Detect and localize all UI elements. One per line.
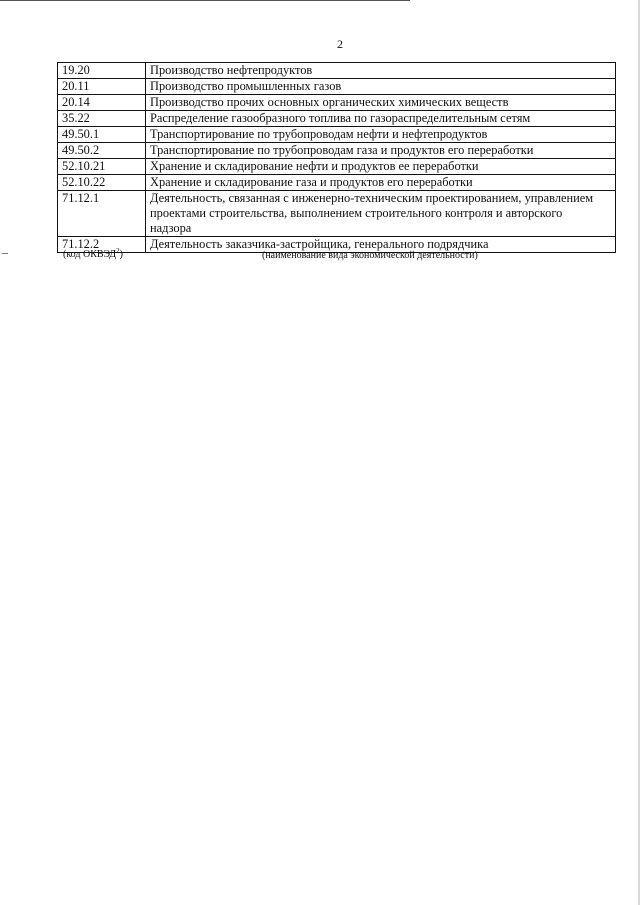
okved-code-cell: 20.14 xyxy=(58,95,146,111)
activity-name-cell: Производство прочих основных органических химических веществ xyxy=(146,95,616,111)
okved-code-cell: 52.10.22 xyxy=(58,175,146,191)
table-row xyxy=(58,63,616,79)
okved-code-cell: 49.50.1 xyxy=(58,127,146,143)
activity-name-cell: Деятельность, связанная с инженерно-техническим проектированием, управлением проектами строительства, выполнением строительного контроля и авторского надзора xyxy=(146,191,616,237)
activity-name-cell: Хранение и складирование газа и продуктов его переработки xyxy=(146,175,616,191)
table-row xyxy=(58,143,616,159)
table-row xyxy=(58,127,616,143)
page-number: 2 xyxy=(337,37,343,51)
okved-code-caption xyxy=(63,249,123,261)
top-border-line xyxy=(0,0,410,1)
okved-code-caption-close: ) xyxy=(119,249,123,260)
activity-name-cell: Транспортирование по трубопроводам газа и продуктов его переработки xyxy=(146,143,616,159)
activity-name-cell: Производство нефтепродуктов xyxy=(146,63,616,79)
okved-code-cell: 71.12.1 xyxy=(58,191,146,237)
activity-name-cell: Производство промышленных газов xyxy=(146,79,616,95)
activity-name-cell: Деятельность заказчика-застройщика, генерального подрядчика xyxy=(146,237,616,253)
table-row xyxy=(58,95,616,111)
table-row xyxy=(58,159,616,175)
okved-code-caption-text: (код ОКВЭД xyxy=(63,249,117,260)
table-row xyxy=(58,191,616,237)
activity-name-cell: Транспортирование по трубопроводам нефти и нефтепродуктов xyxy=(146,127,616,143)
okved-code-cell: 20.11 xyxy=(58,79,146,95)
activity-name-cell: Хранение и складирование нефти и продуктов ее переработки xyxy=(146,159,616,175)
okved-code-cell: 49.50.2 xyxy=(58,143,146,159)
okved-table-body xyxy=(58,63,616,253)
margin-tick-mark xyxy=(2,253,8,254)
okved-code-cell: 19.20 xyxy=(58,63,146,79)
okved-code-cell: 52.10.21 xyxy=(58,159,146,175)
table-row xyxy=(58,111,616,127)
activity-name-cell: Распределение газообразного топлива по газораспределительным сетям xyxy=(146,111,616,127)
activity-name-caption: (наименование вида экономической деятельности) xyxy=(262,250,478,261)
table-row xyxy=(58,175,616,191)
table-captions xyxy=(57,249,616,263)
okved-code-cell: 71.12.2 xyxy=(58,237,146,253)
okved-code-cell: 35.22 xyxy=(58,111,146,127)
footnote-marker: 2 xyxy=(116,247,120,255)
table-row xyxy=(58,79,616,95)
okved-table xyxy=(57,62,616,253)
